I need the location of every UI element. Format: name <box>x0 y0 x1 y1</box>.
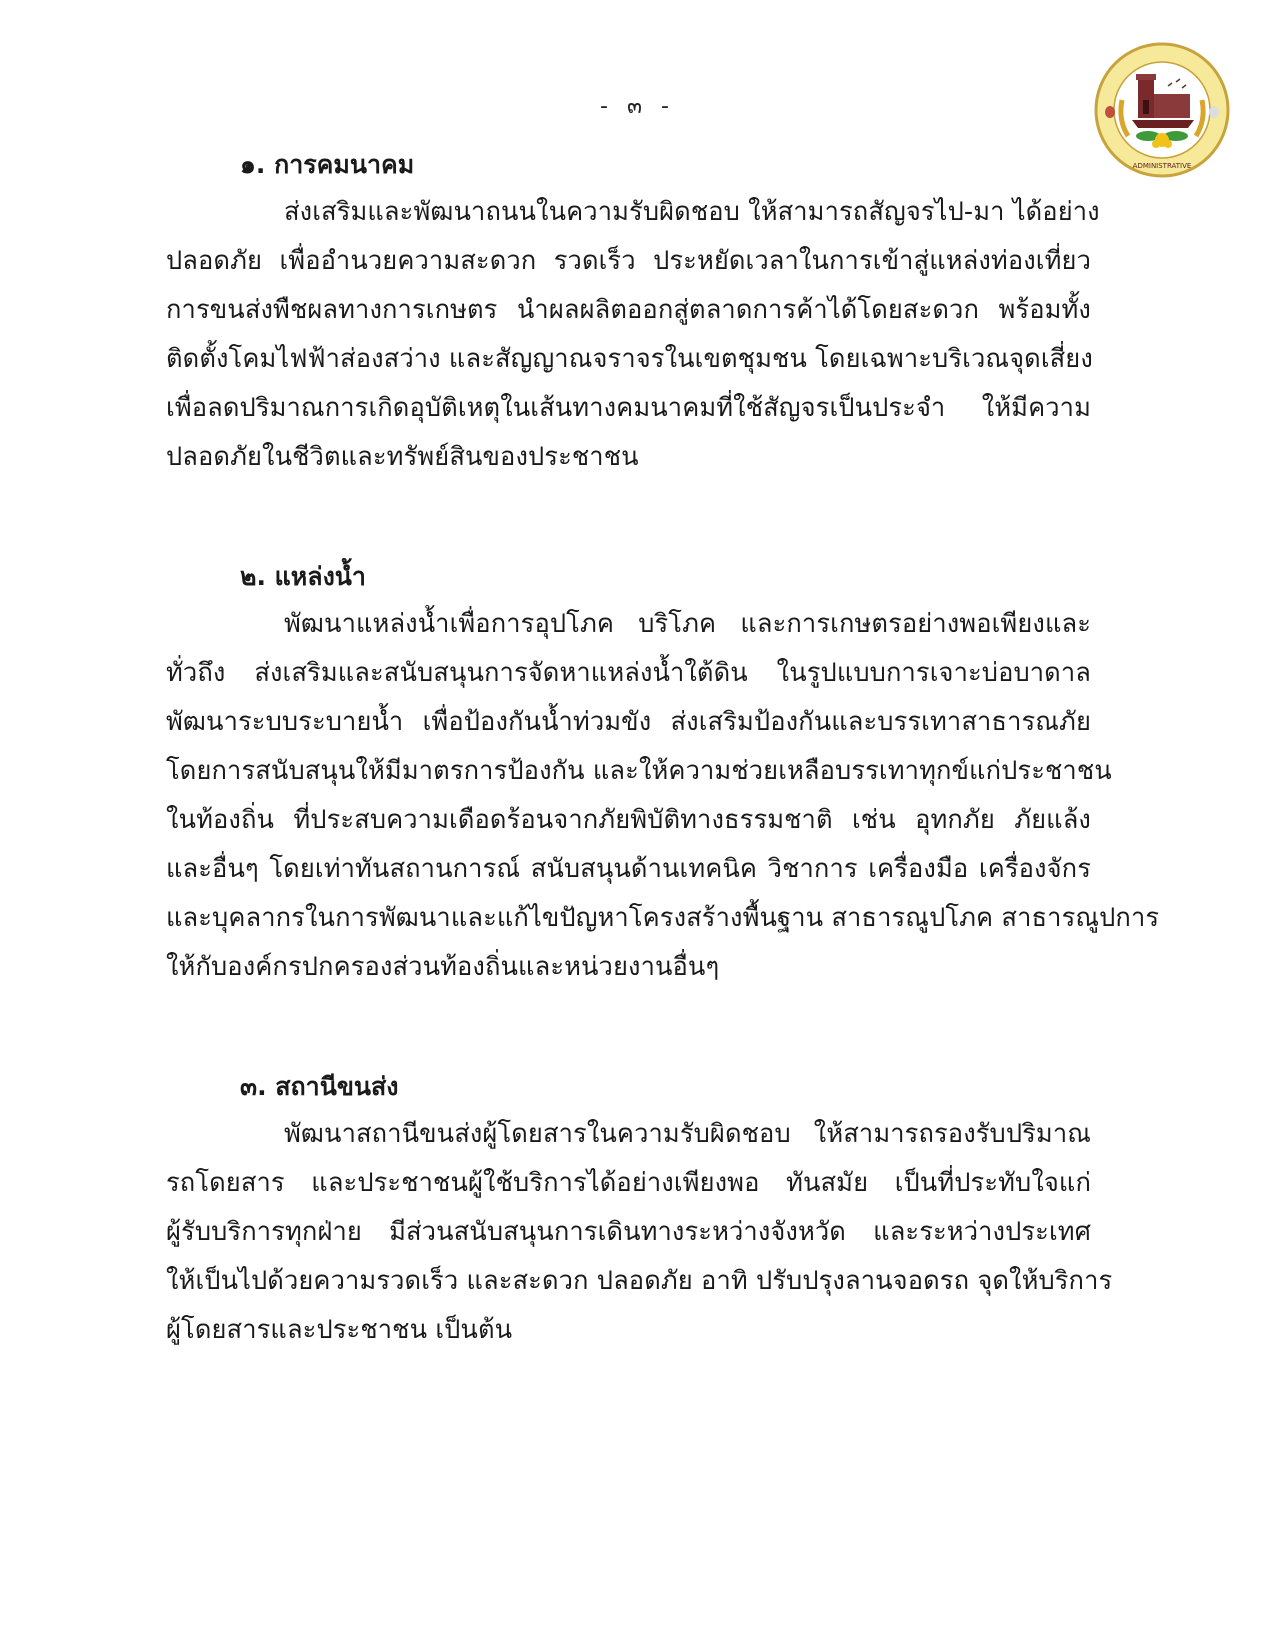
section-water-sources <box>166 554 1160 992</box>
emblem-icon <box>1092 40 1232 180</box>
section-spacer <box>166 992 1091 1064</box>
paragraph-line: ปลอดภัยในชีวิตและทรัพย์สินของประชาชน <box>166 442 639 472</box>
provincial-emblem-logo <box>1092 40 1232 180</box>
paragraph-line: ให้เป็นไปด้วยความรวดเร็ว และสะดวก ปลอดภัย อาทิ ปรับปรุงลานจอดรถ จุดให้บริการ <box>166 1266 1113 1296</box>
paragraph-line: ในท้องถิ่น ที่ประสบความเดือดร้อนจากภัยพิบัติทางธรรมชาติ เช่น อุทกภัย ภัยแล้ง <box>166 805 1091 835</box>
paragraph-line: โดยการสนับสนุนให้มีมาตรการป้องกัน และให้ความช่วยเหลือบรรเทาทุกข์แก่ประชาชน <box>166 756 1112 786</box>
page-number: - ๓ - <box>600 94 675 119</box>
paragraph-line: ให้กับองค์กรปกครองส่วนท้องถิ่นและหน่วยงานอื่นๆ <box>166 952 720 982</box>
paragraph-line: ทั่วถึง ส่งเสริมและสนับสนุนการจัดหาแหล่งน้ำใต้ดิน ในรูปแบบการเจาะบ่อบาดาล <box>166 658 1091 688</box>
section-heading: ๒. แหล่งน้ำ <box>240 562 366 591</box>
section-bus-terminal <box>166 1064 1113 1355</box>
document-body <box>166 142 1160 1355</box>
paragraph-line: พัฒนาสถานีขนส่งผู้โดยสารในความรับผิดชอบ ให้สามารถรองรับปริมาณ <box>284 1119 1091 1149</box>
paragraph-line: และบุคลากรในการพัฒนาและแก้ไขปัญหาโครงสร้างพื้นฐาน สาธารณูปโภค สาธารณูปการ <box>166 903 1160 933</box>
paragraph-line: การขนส่งพืชผลทางการเกษตร นำผลผลิตออกสู่ตลาดการค้าได้โดยสะดวก พร้อมทั้ง <box>166 295 1091 325</box>
paragraph-line: ส่งเสริมและพัฒนาถนนในความรับผิดชอบ ให้สามารถสัญจรไป-มา ได้อย่าง <box>284 197 1100 227</box>
paragraph-line: ผู้รับบริการทุกฝ่าย มีส่วนสนับสนุนการเดินทางระหว่างจังหวัด และระหว่างประเทศ <box>166 1217 1091 1247</box>
section-heading: ๑. การคมนาคม <box>240 150 415 179</box>
paragraph-line: และอื่นๆ โดยเท่าทันสถานการณ์ สนับสนุนด้านเทคนิค วิชาการ เครื่องมือ เครื่องจักร <box>166 854 1091 884</box>
section-spacer <box>166 482 1091 554</box>
paragraph-line: พัฒนาแหล่งน้ำเพื่อการอุปโภค บริโภค และการเกษตรอย่างพอเพียงและ <box>284 609 1091 639</box>
paragraph-line: พัฒนาระบบระบายน้ำ เพื่อป้องกันน้ำท่วมขัง ส่งเสริมป้องกันและบรรเทาสาธารณภัย <box>166 707 1091 737</box>
paragraph-line: รถโดยสาร และประชาชนผู้ใช้บริการได้อย่างเพียงพอ ทันสมัย เป็นที่ประทับใจแก่ <box>166 1168 1091 1198</box>
svg-text:ADMINISTRATIVE: ADMINISTRATIVE <box>1132 162 1192 170</box>
section-transportation <box>166 142 1100 482</box>
paragraph-line: เพื่อลดปริมาณการเกิดอุบัติเหตุในเส้นทางคมนาคมที่ใช้สัญจรเป็นประจำ ให้มีความ <box>166 393 1091 423</box>
paragraph-line: ปลอดภัย เพื่ออำนวยความสะดวก รวดเร็ว ประหยัดเวลาในการเข้าสู่แหล่งท่องเที่ยว <box>166 246 1091 276</box>
paragraph-line: ติดตั้งโคมไฟฟ้าส่องสว่าง และสัญญาณจราจรในเขตชุมชน โดยเฉพาะบริเวณจุดเสี่ยง <box>166 344 1093 374</box>
section-heading: ๓. สถานีขนส่ง <box>240 1072 399 1101</box>
paragraph-line: ผู้โดยสารและประชาชน เป็นต้น <box>166 1315 513 1345</box>
